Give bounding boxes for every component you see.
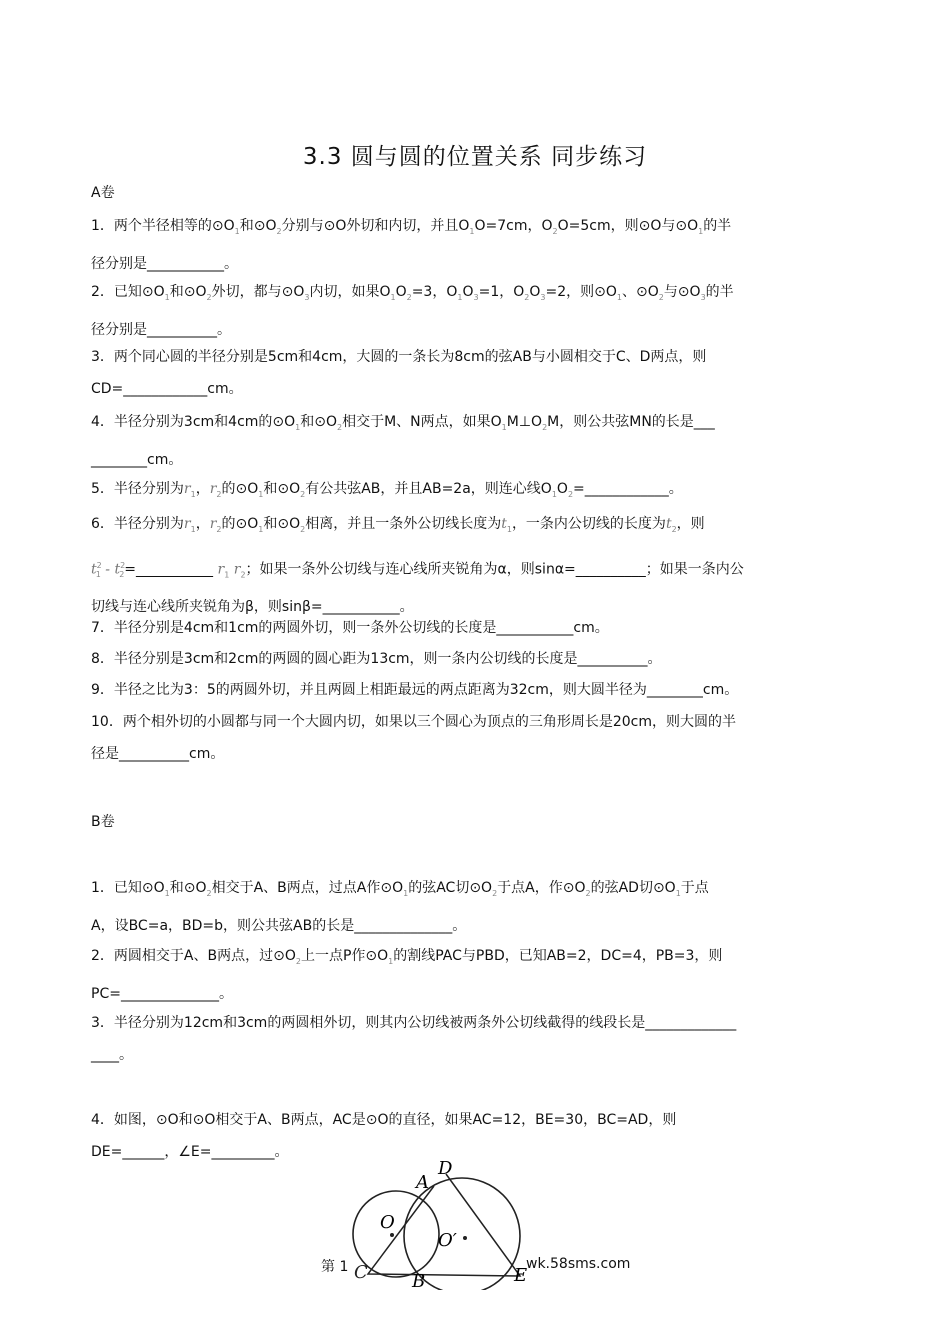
question-b1: 1．已知$⊙O_1$和$⊙O_2$相交于A、B两点，过点A作$⊙O_1$的弦AC切$⊙O_2$于点A，作$⊙O_2$的弦AD切$⊙O_1$于点 A，设BC=a，BD=b，则公共弦AB的长是______________。 xyxy=(91,880,709,934)
question-a7: 7．半径分别是4cm和1cm的两圆外切，则一条外公切线的长度是___________cm。 xyxy=(91,620,609,636)
center-dot-o xyxy=(390,1233,394,1237)
question-a9: 9．半径之比为3：5的两圆外切，并且两圆上相距最远的两点距离为32cm，则大圆半径为________cm。 xyxy=(91,682,739,698)
question-a6: 6．半径分别为$r_1$，$r_2$的$⊙O_1$和$⊙O_2$相离，并且一条外公切线长度为$t_1$，一条内公切线的长度为$t_2$，则 $t^2_1$ - $t^2_2=\_\_\_\_\_\_\_\_\_\_\_$ $r_1$ $r_2$；如果一条外公切线与连心线所夹锐角为α，则sinα=__________；如果一条内公 切线与连心线所夹锐角为β，则sinβ=___________。 xyxy=(91,516,744,616)
question-a8: 8．半径分别是3cm和2cm的两圆的圆心距为13cm，则一条内公切线的长度是__________。 xyxy=(91,651,662,667)
page-number: 第 1 xyxy=(321,1259,349,1275)
page-title: 3.3 圆与圆的位置关系 同步练习 xyxy=(302,144,648,170)
label-a: A xyxy=(416,1172,429,1193)
center-dot-o-prime xyxy=(463,1236,467,1240)
question-b2: 2．两圆相交于A、B两点，过$⊙O_2$上一点P作$⊙O_1$的割线PAC与PBD，已知AB=2，DC=4，PB=3，则 PC=______________。 xyxy=(91,948,723,1002)
label-d: D xyxy=(438,1158,453,1179)
label-b: B xyxy=(412,1271,426,1290)
question-a5: 5．半径分别为$r_1$，$r_2$的$⊙O_1$和$⊙O_2$有公共弦AB，并且AB=2a，则连心线$O_1O_2=\_\_\_\_\_\_\_\_\_\_\_\_$。 xyxy=(91,481,683,499)
question-a10: 10．两个相外切的小圆都与同一个大圆内切，如果以三个圆心为顶点的三角形周长是20cm，则大圆的半 径是__________cm。 xyxy=(91,714,736,762)
footer-url: wk.58sms.com xyxy=(526,1256,631,1272)
geometry-figure xyxy=(340,1150,540,1290)
label-o: O xyxy=(380,1212,395,1233)
question-a4: 4．半径分别为3cm和4cm的$⊙O_1$和$⊙O_2$相交于M、N两点，如果$O_1M\perp O_2M$，则公共弦MN的长是___ ________cm。 xyxy=(91,414,715,468)
section-b-heading: B卷 xyxy=(91,814,115,830)
question-b4: 4．如图，⊙O和⊙O相交于A、B两点，AC是⊙O的直径，如果AC=12，BE=30，BC=AD，则 DE=______，∠E=_________。 xyxy=(91,1112,677,1160)
question-a3: 3．两个同心圆的半径分别是5cm和4cm，大圆的一条长为8cm的弦AB与小圆相交于C、D两点，则 CD=____________cm。 xyxy=(91,349,707,397)
question-b3: 3．半径分别为12cm和3cm的两圆相外切，则其内公切线被两条外公切线截得的线段长是_____________ ____。 xyxy=(91,1015,737,1063)
label-c: C xyxy=(354,1262,368,1283)
label-o-prime: O′ xyxy=(438,1230,457,1251)
section-a-heading: A卷 xyxy=(91,185,115,201)
question-a2: 2．已知$⊙O_1$和$⊙O_2$外切，都与$⊙O_3$内切，如果$O_1O_2=3$，$O_1O_3=1$，$O_2O_3=2$，则$⊙O_1$、$⊙O_2$与$⊙O_3$的半 径分别是__________。 xyxy=(91,284,734,338)
label-e: E xyxy=(514,1265,528,1286)
question-a1: 1．两个半径相等的$⊙O_1$和$⊙O_2$分别与⊙O外切和内切，并且$O_1O=7cm$，$O_2O=5cm$，则⊙O与$⊙O_1$的半 径分别是___________。 xyxy=(91,218,732,272)
